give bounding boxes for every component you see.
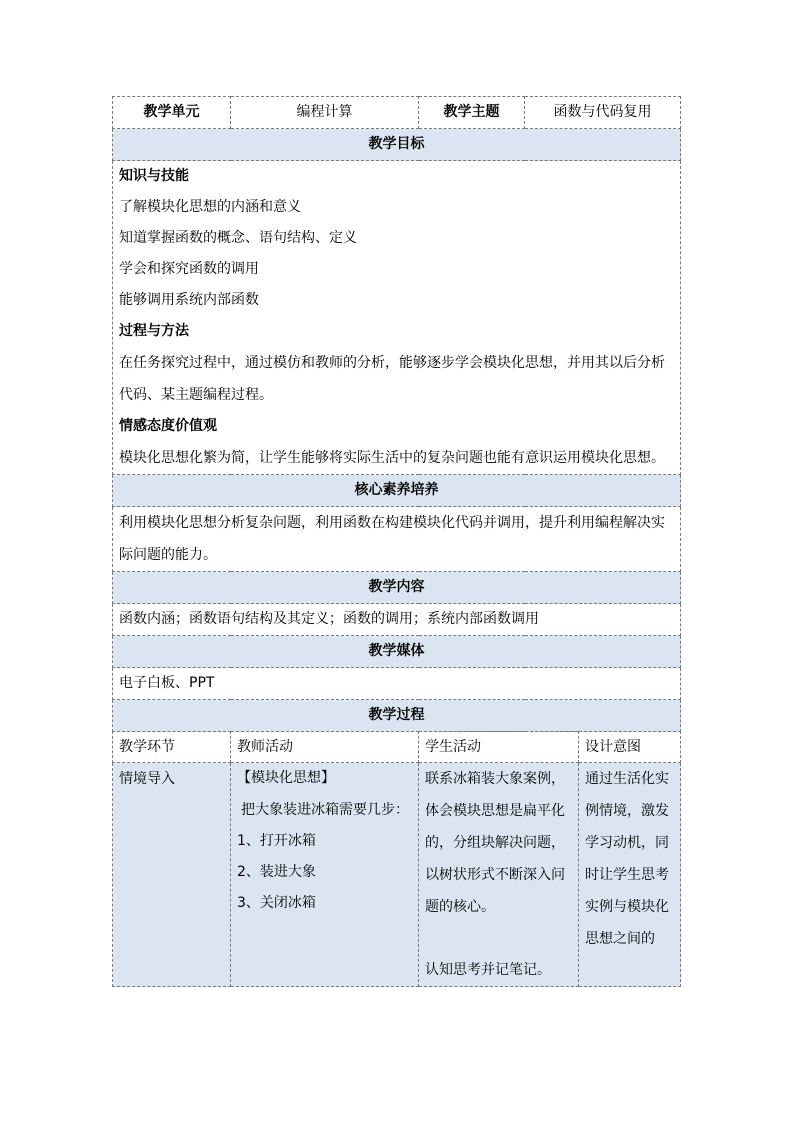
- process-columns-row: [113, 732, 681, 763]
- column-intent: 设计意图: [579, 732, 681, 763]
- literacy-title: 核心素养培养: [113, 475, 681, 507]
- process-title: 教学过程: [113, 700, 681, 732]
- media-text: 电子白板、PPT: [113, 668, 681, 700]
- literacy-cell: [113, 507, 681, 572]
- teacher-step: 3、关闭冰箱: [237, 895, 316, 911]
- header-row: [113, 97, 681, 129]
- attitude-title: 情感态度价值观: [119, 418, 217, 434]
- teacher-question: 把大象装进冰箱需要几步：: [241, 802, 409, 818]
- topic-label: 教学主题: [419, 97, 525, 129]
- objectives-title: 教学目标: [113, 129, 681, 161]
- topic-value: 函数与代码复用: [525, 97, 681, 129]
- column-stage: 教学环节: [113, 732, 231, 763]
- student-cell: [419, 763, 579, 987]
- objectives-cell: [113, 161, 681, 475]
- literacy-text: 利用模块化思想分析复杂问题，利用函数在构建模块化代码并调用，提升利用编程解决实际问题的能力。: [119, 515, 665, 563]
- unit-label: 教学单元: [113, 97, 231, 129]
- process-table: [112, 731, 681, 987]
- knowledge-item: 了解模块化思想的内涵和意义: [119, 199, 301, 215]
- lesson-plan-table: [112, 96, 681, 732]
- process-method-title: 过程与方法: [119, 323, 189, 339]
- column-teacher: 教师活动: [231, 732, 419, 763]
- teacher-step: 1、打开冰箱: [237, 833, 316, 849]
- stage-cell: 情境导入: [113, 763, 231, 987]
- teacher-title: 【模块化思想】: [237, 770, 335, 786]
- student-note: 认知思考并记笔记。: [425, 962, 551, 978]
- content-title: 教学内容: [113, 572, 681, 604]
- knowledge-title: 知识与技能: [119, 168, 189, 184]
- knowledge-item: 学会和探究函数的调用: [119, 261, 259, 277]
- intent-cell: [579, 763, 681, 987]
- teacher-cell: [231, 763, 419, 987]
- unit-value: 编程计算: [231, 97, 419, 129]
- knowledge-item: 知道掌握函数的概念、语句结构、定义: [119, 230, 357, 246]
- content-text: 函数内涵；函数语句结构及其定义；函数的调用；系统内部函数调用: [113, 604, 681, 636]
- student-text: 联系冰箱装大象案例，体会模块思想是扁平化的，分组块解决问题，以树状形式不断深入问题的核心。: [425, 771, 565, 915]
- lesson-plan-page: [112, 96, 680, 987]
- column-student: 学生活动: [419, 732, 579, 763]
- media-title: 教学媒体: [113, 636, 681, 668]
- attitude-text: 模块化思想化繁为简，让学生能够将实际生活中的复杂问题也能有意识运用模块化思想。: [119, 450, 665, 466]
- process-row: [113, 763, 681, 987]
- knowledge-item: 能够调用系统内部函数: [119, 292, 259, 308]
- intent-text: 通过生活化实例情境，激发学习动机，同时让学生思考实例与模块化思想之间的: [585, 771, 669, 947]
- process-method-text: 在任务探究过程中，通过模仿和教师的分析，能够逐步学会模块化思想，并用其以后分析代码、某主题编程过程。: [119, 355, 665, 403]
- teacher-step: 2、装进大象: [237, 864, 316, 880]
